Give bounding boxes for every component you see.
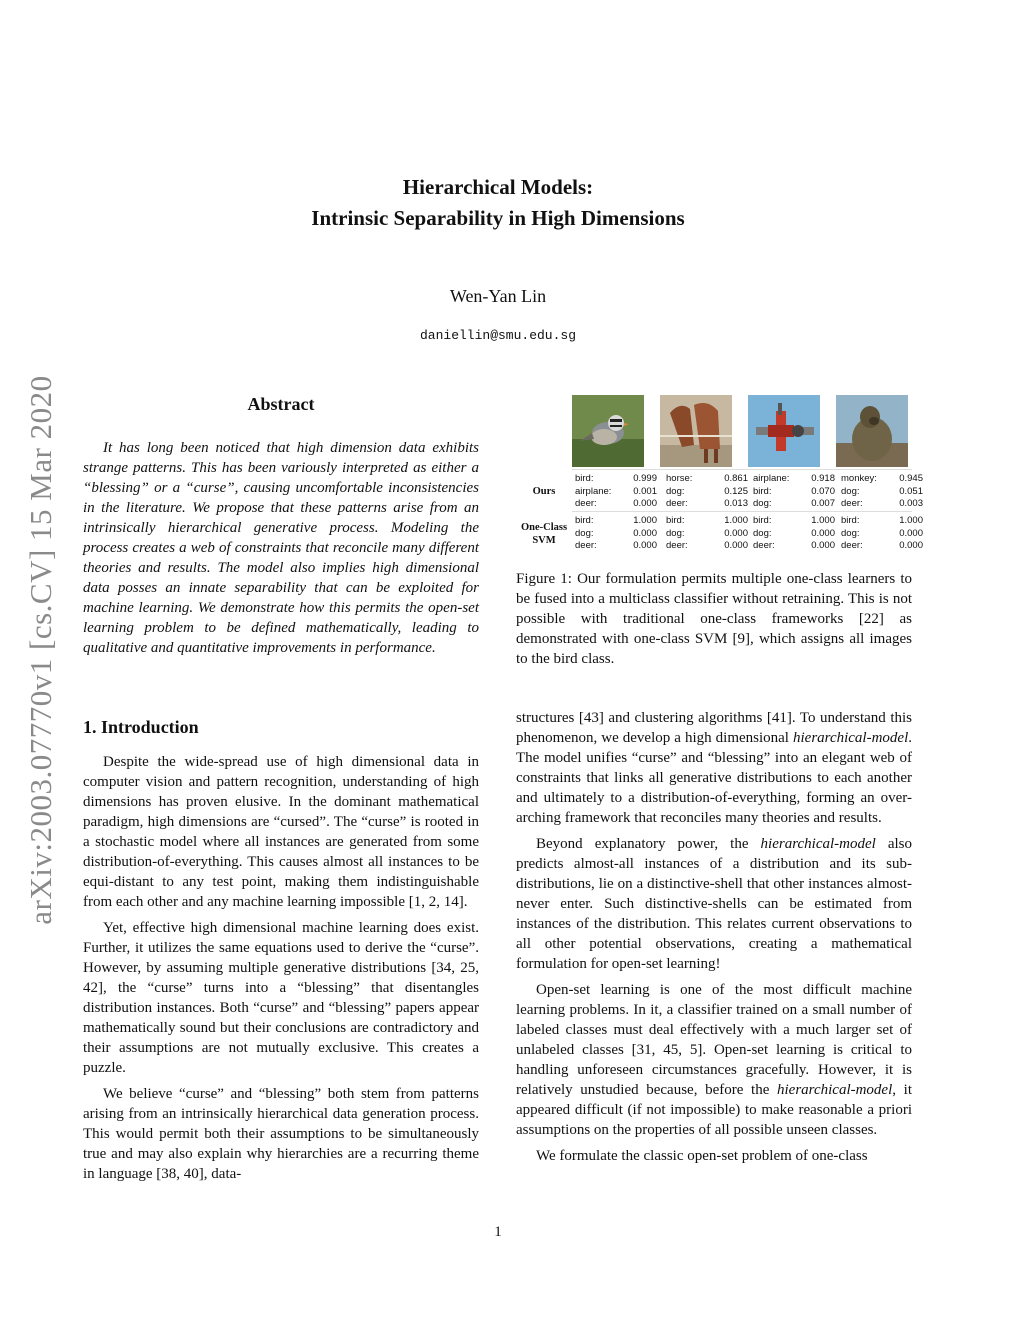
score-row: airplane: 0.918 [753,473,835,484]
score-row: dog: 0.000 [666,527,748,539]
score-row: deer: 0.013 [666,498,748,509]
abstract-body [83,438,479,664]
score-row: deer: 0.000 [575,498,657,509]
figure-caption: Figure 1: Our formulation permits multiple one-class learners to be fused into a multiclass classifier without retraining. This is not possible with traditional one-class frameworks [22] as demonstrated with one-class SVM [9], which assigns all images to the bird class. [516,571,912,667]
scores-svm-airplane-image [753,515,835,553]
arxiv-sidebar [16,350,66,950]
left-column-body [83,752,479,1190]
score-row: dog: 0.000 [575,527,657,539]
monkey-image [836,395,908,467]
right-paragraph-2: Beyond explanatory power, the hierarchical-model also predicts almost-all instances of a distribution and its sub-distributions, lie on a distinctive-shell that other instances almost-never enter. Such distinctive-shells can be estimated from instances of the distribution. This relates current observations to all other potential observations, creating a mathematical formulation for open-set learning! [516,836,912,972]
term-hierarchical-model: hierarchical-model [777,1082,893,1098]
right-paragraph-3: Open-set learning is one of the most difficult machine learning problems. In it, a classifier trained on a small number of labeled classes must deal effectively with a much larger set of unlabeled classes [31, 45, 5]. Open-set learning is critical to handling unforeseen circumstances gracefully. However, it is relatively unstudied because, before the hierarchical-model, it appeared difficult (if not impossible) to make reasonable a priori assumptions on the properties of all possible unseen classes. [516,982,912,1138]
term-hierarchical-model: hierarchical-model [793,730,909,746]
score-row: deer: 0.000 [841,540,923,551]
score-row: monkey: 0.945 [841,473,923,484]
scores-svm-bird-image [575,515,657,553]
title-line-1: Hierarchical Models: [402,175,594,199]
bird-image [572,395,644,467]
scores-ours-horse-image [666,473,748,511]
score-row: bird: 1.000 [841,515,923,526]
score-row: dog: 0.125 [666,485,748,497]
intro-paragraph-2: Yet, effective high dimensional machine learning does exist. Further, it utilizes the same equations used to derive the “curse”. However, by assuming multiple generative distributions [34, 25, 42], the “curse” turns into a “blessing” that disentangles distribution instances. Both “curse” and “blessing” papers appear mathematically sound but their conclusions are contradictory and their assumptions are not mutually exclusive. This creates a puzzle. [83,920,479,1076]
row-label-ours: Ours [532,486,556,497]
score-row: bird: 1.000 [575,515,657,526]
section-heading-introduction: 1. Introduction [83,717,199,737]
figure-divider-middle [572,511,912,512]
score-row: horse: 0.861 [666,473,748,484]
scores-ours-airplane-image [753,473,835,511]
score-row: dog: 0.000 [753,527,835,539]
term-hierarchical-model: hierarchical-model [760,836,876,852]
scores-ours-monkey-image [841,473,923,511]
score-row: deer: 0.000 [666,540,748,551]
title-line-2: Intrinsic Separability in High Dimensions [311,206,685,230]
score-row: bird: 1.000 [753,515,835,526]
score-row: deer: 0.003 [841,498,923,509]
row-label-one-class-svm: One-Class SVM [520,522,568,546]
score-row: deer: 0.000 [753,540,835,551]
right-column-body [516,708,912,1172]
score-row: dog: 0.051 [841,485,923,497]
figure-divider-top [572,469,912,470]
horse-image [660,395,732,467]
author-email: daniellin@smu.edu.sg [419,328,577,343]
score-row: bird: 0.070 [753,485,835,497]
score-row: airplane: 0.001 [575,485,657,497]
score-row: dog: 0.007 [753,498,835,509]
paper-title [0,172,996,234]
score-row: bird: 0.999 [575,473,657,484]
score-row: deer: 0.000 [575,540,657,551]
figure-image-row [572,395,912,467]
scores-svm-horse-image [666,515,748,553]
intro-paragraph-3: We believe “curse” and “blessing” both stem from patterns arising from an intrinsically hierarchical data generation process. This would permit both their assumptions to be simultaneously true and may also explain why hierarchies are a recurring theme in language [38, 40], data- [83,1086,479,1182]
abstract-heading: Abstract [247,394,315,414]
scores-ours-bird-image [575,473,657,511]
arxiv-identifier: arXiv:2003.07770v1 [cs.CV] 15 Mar 2020 [23,375,58,925]
score-row: dog: 0.000 [841,527,923,539]
right-paragraph-4: We formulate the classic open-set problem of one-class [536,1148,868,1164]
intro-paragraph-1: Despite the wide-spread use of high dimensional data in computer vision and pattern recognition, understanding of high dimensions has proven elusive. In the dominant mathematical paradigm, high dimensions are “cursed”. The “curse” is rooted in a stochastic model where all instances are generated from some distribution-of-everything. This causes almost all instances to be equi-distant to any test point, making them indistinguishable from each other and any machine learning impossible [1, 2, 14]. [83,754,479,910]
abstract-text: It has long been noticed that high dimension data exhibits strange patterns. This has been variously interpreted as either a “blessing” or a “curse”, causing uncomfortable inconsistencies in the literature. We propose that these patterns arise from an intrinsically hierarchical generative process. Modeling the process creates a web of constraints that reconcile many different theories and results. The model also implies high dimensional data posses an innate separability that can be exploited for machine learning. We demonstrate how this permits the open-set learning problem to be defined mathematically, leading to qualitative and quantitative improvements in performance. [83,440,479,656]
score-row: bird: 1.000 [666,515,748,526]
airplane-image [748,395,820,467]
author-name: Wen-Yan Lin [449,286,547,306]
right-paragraph-1: structures [43] and clustering algorithms [41]. To understand this phenomenon, we develop a high dimensional hierarchical-model. The model unifies “curse” and “blessing” into an elegant web of constraints that links all generative distributions to each another and ultimately to a distribution-of-everything, forming an over-arching framework that reconciles many theories and results. [516,710,912,826]
scores-svm-monkey-image [841,515,923,553]
page-number: 1 [494,1224,502,1240]
